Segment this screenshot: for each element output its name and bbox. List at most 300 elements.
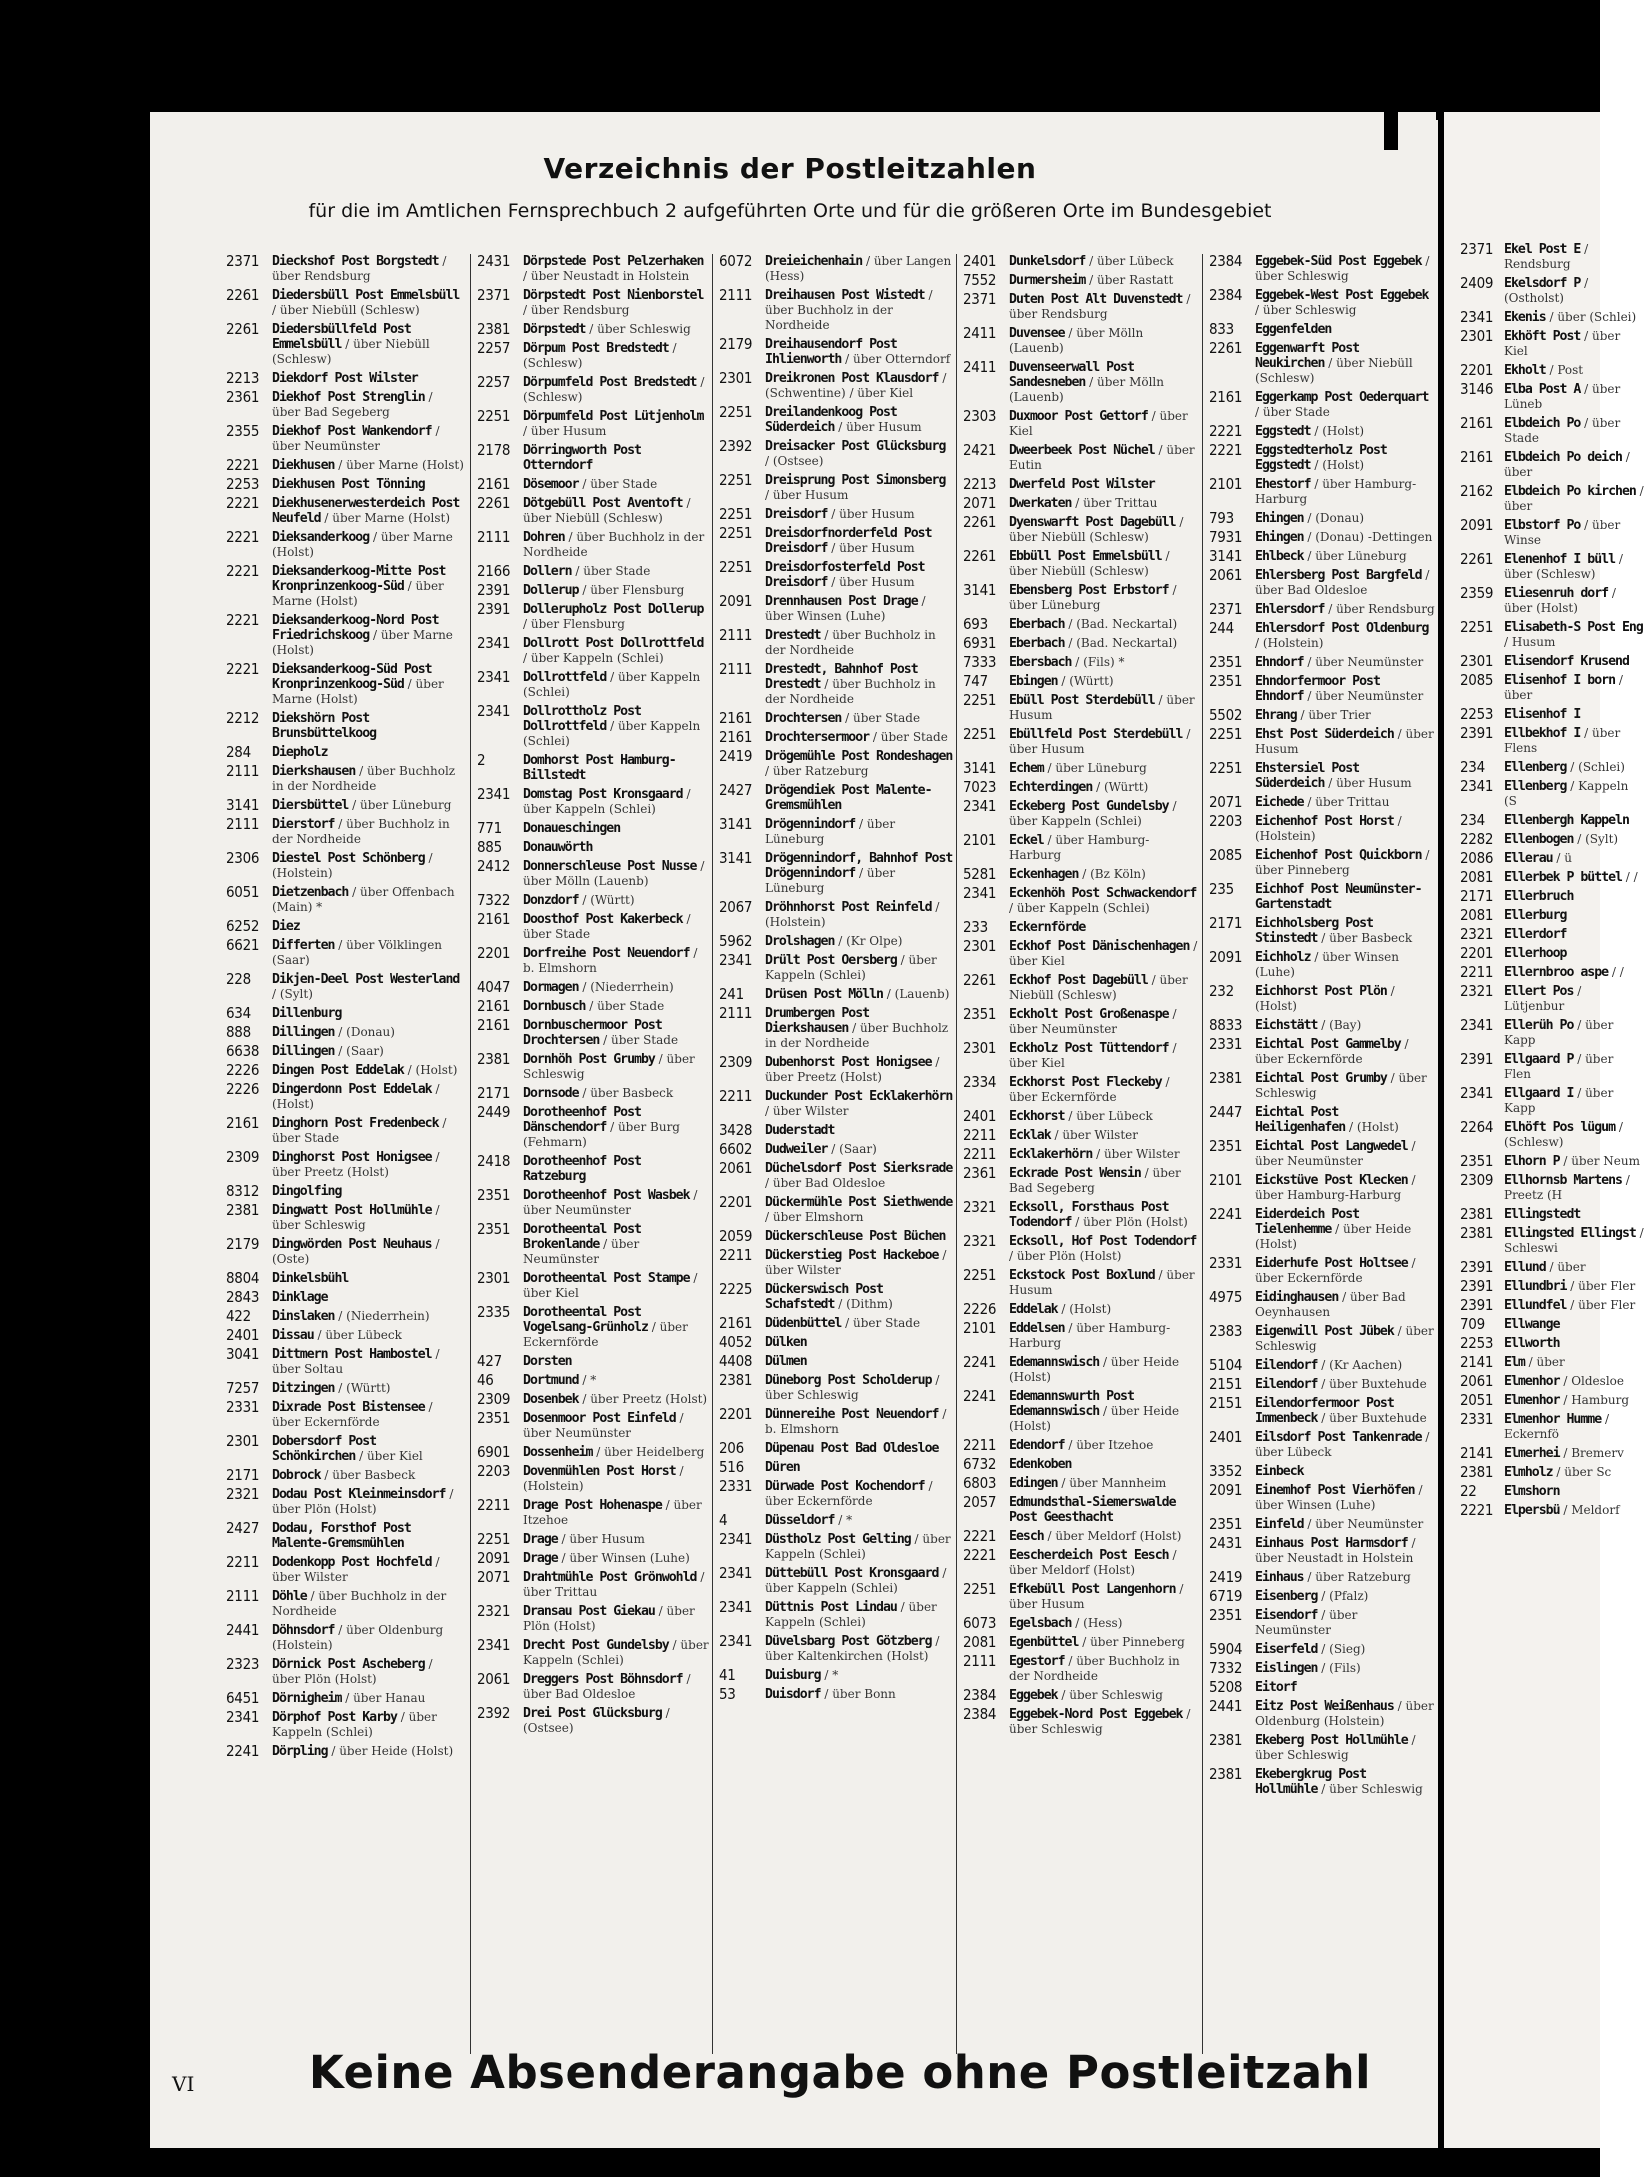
place (765, 473, 953, 503)
place-name: Dorotheenhof Post Ratzeburg (523, 1154, 641, 1184)
place-name: Ehestorf (1255, 477, 1311, 492)
postcode: 7332 (1209, 1659, 1243, 1677)
postcode: 2257 (477, 339, 511, 357)
postcode: 3352 (1209, 1462, 1243, 1480)
postcode: 747 (963, 672, 988, 690)
postcode-entry (1444, 242, 1644, 272)
place-name: Dubenhorst Post Honigsee (765, 1055, 932, 1070)
postcode-entry (1444, 363, 1644, 378)
postcode-entry (1444, 1393, 1644, 1408)
place-name: Diekhusenerwesterdeich Post Neufeld (272, 496, 460, 526)
postcode: 2085 (1460, 671, 1494, 689)
place-name: Döhle (272, 1589, 307, 1604)
place (523, 1222, 709, 1267)
postcode-entry (719, 405, 953, 435)
postcode-entry (226, 1347, 464, 1377)
place-note: / über Schleswig (523, 1052, 695, 1081)
place-name: Elbdeich Po kirchen (1504, 484, 1636, 499)
place-note: / (Schlesw) (1504, 1120, 1623, 1149)
place (1255, 761, 1435, 791)
postcode-entry (963, 1529, 1199, 1544)
place-note: / (Holst) (1310, 424, 1365, 438)
place (765, 1248, 953, 1278)
postcode: 6252 (226, 917, 260, 935)
place (765, 1600, 953, 1630)
postcode-entry (226, 1434, 464, 1464)
place (523, 859, 709, 889)
place-name: Donaueschingen (523, 821, 621, 836)
place-name: Ebbüll Post Emmelsbüll (1009, 549, 1162, 564)
postcode: 2161 (719, 709, 753, 727)
place-name: Dörpstede Post Pelzerhaken (523, 254, 704, 269)
postcode: 2331 (719, 1477, 753, 1495)
postcode-entry (963, 617, 1199, 632)
place-name: Eichtal Post Grumby (1255, 1071, 1387, 1086)
postcode-entry (1444, 1484, 1644, 1499)
postcode: 232 (1209, 982, 1234, 1000)
postcode-column-1 (226, 254, 464, 2054)
postcode-entry (477, 341, 709, 371)
place (272, 1309, 464, 1324)
postcode-entry (1209, 1139, 1435, 1169)
place-note: / über Heide (Holst) (327, 1744, 454, 1758)
postcode: 2241 (226, 1742, 260, 1760)
place-note: / über Winsen (Luhe) (1255, 950, 1399, 979)
place (1009, 1457, 1199, 1472)
place-name: Elhöft Pos lügum (1504, 1120, 1616, 1135)
postcode: 2351 (477, 1186, 511, 1204)
place-note: / über Plön (Holst) (1071, 1215, 1188, 1229)
place (1255, 1358, 1435, 1373)
place-name: Diepholz (272, 745, 328, 760)
postcode-entry (963, 409, 1199, 439)
place (1255, 1733, 1435, 1763)
place (1504, 946, 1644, 961)
place (1504, 276, 1644, 306)
postcode: 2341 (1460, 777, 1494, 795)
place (1009, 1355, 1199, 1385)
place (272, 1744, 464, 1759)
place (1009, 1707, 1199, 1737)
postcode: 2161 (226, 1114, 260, 1132)
place (765, 730, 953, 745)
place-note: / über Offenbach (Main) * (272, 885, 455, 914)
place (1504, 1484, 1644, 1499)
place-note: / über Wilster (272, 1555, 440, 1584)
place (1009, 477, 1199, 492)
postcode: 2411 (963, 324, 997, 342)
place (1009, 636, 1199, 651)
place-note: / (Schwentine) / über Kiel (765, 371, 947, 400)
place-note: / über Kiel (355, 1449, 423, 1463)
place-note: / (Donau) (334, 1025, 395, 1039)
place-note: / über Preetz (Holst) (578, 1392, 708, 1406)
place (272, 745, 464, 760)
place-name: Ehingen (1255, 530, 1304, 545)
postcode-entry (1444, 760, 1644, 775)
place (765, 254, 953, 284)
place-name: Efkebüll Post Langenhorn (1009, 1582, 1176, 1597)
postcode-entry (719, 473, 953, 503)
place-note: / über Lüneb (1504, 382, 1621, 411)
postcode-column-3 (712, 254, 953, 2054)
postcode: 2211 (226, 1553, 260, 1571)
place-name: Dreisacker Post Glücksburg (765, 439, 946, 454)
place (272, 885, 464, 915)
postcode: 2161 (719, 728, 753, 746)
postcode-entry (963, 761, 1199, 776)
place-name: Edendorf (1009, 1438, 1065, 1453)
place-note: / über Stade (1255, 405, 1330, 419)
postcode: 2392 (719, 437, 753, 455)
place-name: Ellingsted Ellingst (1504, 1226, 1636, 1241)
place (1504, 965, 1644, 980)
place-name: Dieksanderkoog (272, 530, 370, 545)
place-note: / (Bad. Neckartal) (1064, 617, 1178, 631)
place-name: Drögendiek Post Malente-Gremsmühlen (765, 783, 932, 813)
place-name: Ebensberg Post Erbstorf (1009, 583, 1169, 598)
postcode-entry (1209, 477, 1435, 507)
place-name: Ekhöft Post (1504, 329, 1581, 344)
place (272, 1082, 464, 1112)
place (1255, 477, 1435, 507)
place-name: Elmenhor (1504, 1374, 1560, 1389)
place-note: / über Schleswig (765, 1373, 940, 1402)
place-note: / über Kaltenkirchen (Holst) (765, 1634, 940, 1663)
postcode: 2171 (1209, 914, 1243, 932)
place (1504, 654, 1644, 669)
place (272, 1116, 464, 1146)
place-name: Drei Post Glücksburg (523, 1706, 662, 1721)
postcode-entry (963, 1109, 1199, 1124)
place-name: Ehstersiel Post Süderdeich (1255, 761, 1360, 791)
postcode: 2301 (1460, 652, 1494, 670)
scan-border-left (0, 0, 150, 2177)
postcode: 634 (226, 1004, 251, 1022)
place (272, 1290, 464, 1305)
place-note: / über Schleswig (1255, 1324, 1434, 1353)
postcode: 2241 (963, 1353, 997, 1371)
place-note: / über (1504, 484, 1644, 513)
postcode: 2101 (1209, 1171, 1243, 1189)
postcode: 206 (719, 1439, 744, 1457)
place-name: Eigenwill Post Jübek (1255, 1324, 1394, 1339)
postcode-entry (226, 1116, 464, 1146)
place-note: / über Burg (Fehmarn) (523, 1120, 680, 1149)
place (765, 1335, 953, 1350)
place-note: / über Winsen (Luhe) (765, 594, 926, 623)
place-note: / über Hamburg-Harburg (1009, 833, 1150, 862)
place (1009, 1616, 1199, 1631)
place-name: Dötgebüll Post Aventoft (523, 496, 683, 511)
place-name: Dreieichenhain (765, 254, 863, 269)
postcode: 5208 (1209, 1678, 1243, 1696)
place-note: / über Neustadt in Holstein (1255, 1536, 1416, 1565)
place-note: / (Württ) (1092, 780, 1149, 794)
place-name: Dillingen (272, 1044, 335, 1059)
postcode-entry (1209, 1464, 1435, 1479)
postcode-entry (477, 1354, 709, 1369)
place-name: Eberbach (1009, 636, 1065, 651)
place-note: / (Ostsee) (765, 454, 824, 468)
postcode-entry (1209, 1608, 1435, 1638)
postcode-entry (1444, 518, 1644, 548)
place-note: / (Donau) (1303, 511, 1365, 525)
place (1504, 1465, 1644, 1480)
place (1009, 1041, 1199, 1071)
postcode-entry (719, 628, 953, 658)
postcode-entry (1209, 1173, 1435, 1203)
place-name: Dürwade Post Kochendorf (765, 1479, 925, 1494)
postcode: 2282 (1460, 830, 1494, 848)
place (1009, 1007, 1199, 1037)
place-note: / Oldesloe (1559, 1374, 1624, 1388)
place (1009, 655, 1199, 670)
postcode: 2371 (226, 252, 260, 270)
place-name: Einbeck (1255, 1464, 1304, 1479)
postcode-entry (963, 1495, 1199, 1525)
postcode-entry (477, 1373, 709, 1388)
postcode-entry (1444, 870, 1644, 885)
postcode-entry (1444, 1446, 1644, 1461)
place-name: Dinklage (272, 1290, 328, 1305)
place-name: Eckenhagen (1009, 867, 1079, 882)
place-note: / über Husum (827, 575, 915, 589)
place-note: / über Itzehoe (1064, 1438, 1154, 1452)
place-note: / (Ostsee) (523, 1706, 670, 1735)
place (272, 817, 464, 847)
place-name: Eislingen (1255, 1661, 1318, 1676)
postcode: 2211 (963, 1436, 997, 1454)
place-name: Dückerswisch Post Schafstedt (765, 1282, 883, 1312)
place-note: / über Langen (Hess) (765, 254, 952, 283)
place-note: / (Saar) (334, 1044, 384, 1058)
place (1255, 1767, 1435, 1797)
postcode-entry (477, 583, 709, 598)
place-note: / über Niebüll (Schlesw) (1009, 515, 1184, 544)
place-name: Dollerup (523, 583, 579, 598)
postcode: 4 (719, 1511, 728, 1529)
postcode-entry (1209, 1377, 1435, 1392)
place (1504, 779, 1644, 809)
postcode-entry (477, 443, 709, 473)
place (523, 564, 709, 579)
postcode-entry (719, 1335, 953, 1350)
place-note: / über Neumünster (1009, 1007, 1177, 1036)
place-note: / über Buxtehude (1317, 1411, 1427, 1425)
place (523, 787, 709, 817)
postcode: 2111 (477, 528, 511, 546)
place-name: Dossenheim (523, 1445, 593, 1460)
place (523, 670, 709, 700)
place-note: / über Lüneburg (348, 798, 452, 812)
place-name: Dierstorf (272, 817, 335, 832)
place-name: Ellenberg (1504, 779, 1567, 794)
place (1504, 927, 1644, 942)
postcode-entry (963, 1548, 1199, 1578)
postcode-entry (719, 1055, 953, 1085)
postcode: 228 (226, 970, 251, 988)
postcode-entry (477, 704, 709, 749)
place-note: / über Eckernförde (1009, 1075, 1170, 1104)
postcode: 2334 (963, 1073, 997, 1091)
place (1009, 799, 1199, 829)
postcode-entry (226, 424, 464, 454)
place-note: / (Bz Köln) (1078, 867, 1146, 881)
postcode: 2161 (1209, 388, 1243, 406)
postcode-entry (719, 1513, 953, 1528)
postcode-entry (226, 885, 464, 915)
postcode-entry (719, 851, 953, 896)
place-name: Dörpstedt Post Nienborstel (523, 288, 704, 303)
place (523, 1551, 709, 1566)
postcode: 2261 (226, 320, 260, 338)
place (1255, 1377, 1435, 1392)
postcode: 2221 (226, 456, 260, 474)
place-note: / (Holstein) (523, 1464, 684, 1493)
place-name: Drage (523, 1532, 558, 1547)
postcode-entry (1209, 1207, 1435, 1252)
postcode-entry (1444, 946, 1644, 961)
place-name: Ehlbeck (1255, 549, 1304, 564)
place (1504, 1336, 1644, 1351)
place-note: / über (Schlei) (1545, 310, 1637, 324)
place (1504, 673, 1644, 703)
postcode-entry (963, 443, 1199, 473)
postcode: 2211 (719, 1087, 753, 1105)
postcode-entry (477, 530, 709, 560)
postcode-entry (963, 799, 1199, 829)
postcode-entry (226, 390, 464, 420)
place-name: Duderstadt (765, 1123, 835, 1138)
postcode: 2371 (963, 290, 997, 308)
postcode-entry (719, 439, 953, 469)
postcode: 2071 (963, 494, 997, 512)
postcode-entry (477, 1445, 709, 1460)
place-name: Dobrock (272, 1468, 321, 1483)
postcode-entry (963, 360, 1199, 405)
place-note: / über Stade (523, 912, 691, 941)
place-name: Dreisprung Post Simonsberg (765, 473, 946, 488)
place-name: Ellgaard P (1504, 1052, 1574, 1067)
postcode: 2253 (226, 475, 260, 493)
place-name: Diestel Post Schönberg (272, 851, 425, 866)
place (1009, 409, 1199, 439)
place (1255, 1430, 1435, 1460)
place-name: Eckholz Post Tüttendorf (1009, 1041, 1169, 1056)
postcode: 2341 (719, 1598, 753, 1616)
place (1009, 1548, 1199, 1578)
place-note: / über Bonn (820, 1687, 896, 1701)
postcode: 2351 (477, 1220, 511, 1238)
postcode: 2251 (1209, 759, 1243, 777)
postcode-entry (226, 1400, 464, 1430)
postcode-entry (1209, 443, 1435, 473)
postcode: 2111 (226, 1587, 260, 1605)
postcode: 2141 (1460, 1353, 1494, 1371)
postcode: 2211 (963, 1145, 997, 1163)
place (1255, 1642, 1435, 1657)
place (523, 999, 709, 1014)
place (1255, 1483, 1435, 1513)
place-name: Dorotheenhof Post Wasbek (523, 1188, 690, 1203)
postcode: 2226 (226, 1061, 260, 1079)
place-note: / über Otterndorf (841, 352, 951, 366)
postcode: 2391 (477, 581, 511, 599)
postcode: 2331 (1209, 1035, 1243, 1053)
postcode: 2085 (1209, 846, 1243, 864)
place-note: / über Meldorf (Holst) (1009, 1548, 1177, 1577)
place (1504, 832, 1644, 847)
postcode: 2381 (1460, 1224, 1494, 1242)
place-note: / (Holstein) (765, 900, 940, 929)
postcode: 2061 (1460, 1372, 1494, 1390)
place-name: Dörpum Post Bredstedt (523, 341, 669, 356)
place (272, 1347, 464, 1377)
postcode-entry (1209, 1733, 1435, 1763)
place-name: Durmersheim (1009, 273, 1086, 288)
postcode: 2321 (1460, 925, 1494, 943)
place-note: / über Stade (578, 477, 658, 491)
place (765, 1195, 953, 1225)
place-name: Düneborg Post Scholderup (765, 1373, 932, 1388)
postcode-entry (1444, 927, 1644, 942)
postcode-entry (1209, 1105, 1435, 1135)
postcode-entry (963, 780, 1199, 795)
place-name: Elbdeich Po (1504, 416, 1581, 431)
postcode-entry (477, 1498, 709, 1528)
place-name: Ellbekhof I (1504, 726, 1581, 741)
place (272, 711, 464, 741)
postcode: 2059 (719, 1227, 753, 1245)
place-note: / über Stade (585, 999, 665, 1013)
postcode-entry (1209, 1256, 1435, 1286)
postcode-entry (963, 1616, 1199, 1631)
place-name: Dittmern Post Hambostel (272, 1347, 432, 1362)
place (765, 783, 953, 813)
place-name: Eilendorf (1255, 1358, 1318, 1373)
place-note: / (Bad. Neckartal) (1064, 636, 1178, 650)
postcode: 2212 (226, 709, 260, 727)
postcode-entry (719, 662, 953, 707)
place (1009, 273, 1199, 288)
place-note: / über (1504, 673, 1623, 702)
place-note: / über Lüneburg (1043, 761, 1147, 775)
place-name: Diekhof Post Wankendorf (272, 424, 432, 439)
postcode: 5502 (1209, 706, 1243, 724)
postcode: 2447 (1209, 1103, 1243, 1121)
place (272, 1623, 464, 1653)
postcode-entry (719, 1600, 953, 1630)
place-name: Dietzenbach (272, 885, 349, 900)
place (523, 1570, 709, 1600)
postcode-entry (963, 1321, 1199, 1351)
postcode-entry (1444, 1154, 1644, 1169)
postcode: 2251 (1460, 618, 1494, 636)
place-note: / über Lübeck (1255, 1430, 1430, 1459)
place-name: Dieksanderkoog-Nord Post Friedrichskoog (272, 613, 439, 643)
postcode-entry (963, 292, 1199, 322)
postcode-entry (719, 594, 953, 624)
place-name: Eggebek-West Post Eggebek (1255, 288, 1429, 303)
place (523, 704, 709, 749)
place-note: / über Neumünster (272, 424, 440, 453)
place-name: Dingwörden Post Neuhaus (272, 1237, 432, 1252)
place-note: / * (834, 1513, 853, 1527)
postcode: 2401 (963, 1107, 997, 1125)
postcode-entry (719, 371, 953, 401)
postcode: 2351 (1209, 1606, 1243, 1624)
